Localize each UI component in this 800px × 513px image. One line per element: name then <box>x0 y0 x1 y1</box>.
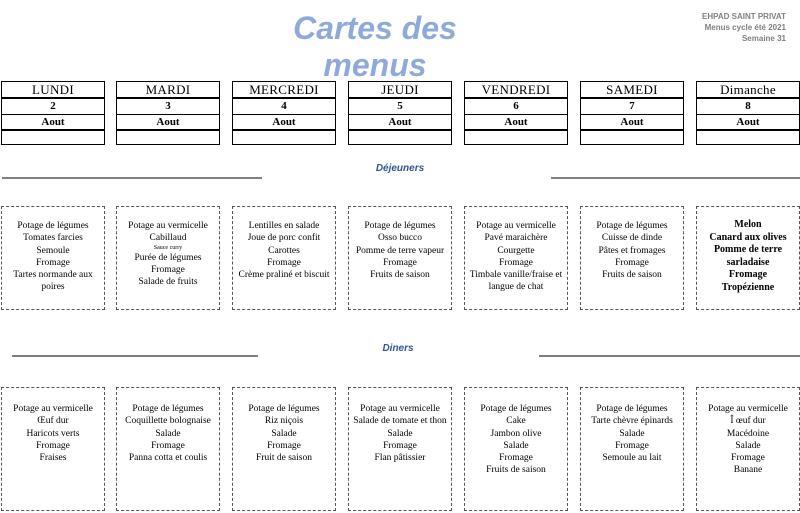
day-date: 8 <box>697 99 799 115</box>
menu-item: Courgette <box>497 245 535 256</box>
org-name: EHPAD SAINT PRIVAT <box>701 12 786 21</box>
lunch-menu-friday <box>464 206 568 310</box>
dinner-section-label: Diners <box>382 343 414 354</box>
menu-item: Salade <box>735 440 761 451</box>
dinner-menu-tuesday <box>116 387 220 511</box>
menu-item: Salade de tomate et thon <box>353 416 447 427</box>
menu-item: Fromage <box>267 440 301 451</box>
day-date: 7 <box>581 99 683 115</box>
menu-item: Macédoine <box>726 428 770 439</box>
day-name: VENDREDI <box>465 82 567 99</box>
divider-line <box>551 177 800 179</box>
day-name: MERCREDI <box>233 82 335 99</box>
menu-item: Œuf dur <box>37 416 69 427</box>
menu-item: Pâtes et fromages <box>598 245 666 256</box>
lunch-menu-wednesday <box>232 206 336 310</box>
menu-item: Fruits de saison <box>602 270 662 281</box>
day-month: Aout <box>581 115 683 131</box>
day-blank-cell <box>233 131 335 145</box>
divider-line <box>12 355 258 357</box>
day-name: MARDI <box>117 82 219 99</box>
dinner-menu-wednesday <box>232 387 336 511</box>
menu-item: Fromage <box>383 440 417 451</box>
menu-item: Tropézienne <box>721 281 775 293</box>
menu-item: Pavé maraichère <box>484 233 548 244</box>
menu-item: Semoule au lait <box>602 453 662 464</box>
menu-item: Riz niçois <box>264 416 304 427</box>
menu-item: Panna cotta et coulis <box>128 453 208 464</box>
menu-item: Fromage <box>728 269 768 280</box>
day-date: 6 <box>465 99 567 115</box>
menu-item: Canard aux olives <box>709 231 787 243</box>
menu-item: Salade <box>503 440 529 451</box>
menu-item: Potage au vermicelle <box>360 404 440 414</box>
day-month: Aout <box>117 115 219 131</box>
dinner-menu-friday <box>464 387 568 511</box>
day-name: SAMEDI <box>581 82 683 99</box>
menu-item: Pomme de terre vapeur <box>355 245 445 256</box>
day-date: 5 <box>349 99 451 115</box>
menu-item: Banane <box>733 465 763 476</box>
dinner-menu-monday <box>1 387 105 511</box>
day-name: Dimanche <box>697 82 799 99</box>
day-header-sunday <box>696 81 800 145</box>
lunch-menu-saturday <box>580 206 684 310</box>
menu-item: Flan pâtissier <box>374 453 426 464</box>
day-header-tuesday <box>116 81 220 145</box>
menu-item: Semoule <box>36 245 70 256</box>
menu-item-sauce: Sauce curry <box>153 244 183 251</box>
menu-item: Potage de légumes <box>364 221 436 231</box>
dinner-menu-thursday <box>348 387 452 511</box>
menu-cycle: Menus cycle été 2021 <box>704 23 786 32</box>
day-date: 2 <box>2 99 104 115</box>
menu-item: Tarte chèvre épinards <box>591 416 673 427</box>
day-month: Aout <box>465 115 567 131</box>
menu-item: Jambon olive <box>490 428 542 439</box>
menu-item: Carottes <box>268 245 300 256</box>
lunch-menu-monday <box>1 206 105 310</box>
menu-item: Fromage <box>267 257 301 268</box>
menu-item: Salade <box>271 428 297 439</box>
menu-item: Fromage <box>151 264 185 275</box>
day-header-monday <box>1 81 105 145</box>
menu-item: Fromage <box>731 453 765 464</box>
day-blank-cell <box>2 131 104 145</box>
day-header-wednesday <box>232 81 336 145</box>
lunch-menu-sunday <box>696 206 800 310</box>
menu-item: Joue de porc confit <box>247 233 321 244</box>
menu-item: Potage de légumes <box>248 404 320 414</box>
menu-item: Fraises <box>39 453 67 464</box>
divider-line <box>539 355 800 357</box>
day-blank-cell <box>117 131 219 145</box>
menu-item: Crème praliné et biscuit <box>238 270 330 281</box>
menu-item: Tartes normande aux poires <box>13 270 93 293</box>
menu-item: Tomates farcies <box>23 233 83 244</box>
page-title: Cartes des menus <box>293 10 457 83</box>
day-name: JEUDI <box>349 82 451 99</box>
day-month: Aout <box>2 115 104 131</box>
menu-item: Osso bucco <box>377 233 423 244</box>
menu-item: Fruits de saison <box>486 465 546 476</box>
menu-item: Fromage <box>499 453 533 464</box>
menu-item: Fromage <box>615 257 649 268</box>
menu-item: Salade <box>387 428 413 439</box>
menu-item: Fromage <box>36 440 70 451</box>
menu-item: Potage de légumes <box>132 404 204 414</box>
menu-item: Salade <box>619 428 645 439</box>
day-date: 4 <box>233 99 335 115</box>
day-month: Aout <box>349 115 451 131</box>
day-month: Aout <box>697 115 799 131</box>
day-blank-cell <box>465 131 567 145</box>
lunch-menu-tuesday <box>116 206 220 310</box>
menu-item: Salade <box>155 428 181 439</box>
menu-item: Fromage <box>383 257 417 268</box>
day-date: 3 <box>117 99 219 115</box>
dinner-menu-saturday <box>580 387 684 511</box>
menu-item: Pomme de terre sarladaise <box>713 244 783 268</box>
menu-item: Potage au vermicelle <box>13 404 93 414</box>
menu-item: Haricots verts <box>26 428 80 439</box>
menu-item: Potage au vermicelle <box>708 404 788 414</box>
menu-item: Cake <box>506 416 526 427</box>
menu-item: Purée de légumes <box>134 252 202 263</box>
divider-line <box>2 177 262 179</box>
day-blank-cell <box>349 131 451 145</box>
lunch-section-label: Déjeuners <box>375 163 425 174</box>
menu-item: Î œuf dur <box>730 416 766 427</box>
menu-item: Cuisse de dinde <box>601 233 663 244</box>
lunch-menu-thursday <box>348 206 452 310</box>
day-name: LUNDI <box>2 82 104 99</box>
day-header-thursday <box>348 81 452 145</box>
menu-item: Potage de légumes <box>596 221 668 231</box>
menu-item: Potage de légumes <box>480 404 552 414</box>
menu-item: Fromage <box>36 257 70 268</box>
menu-item: Potage au vermicelle <box>476 221 556 231</box>
menu-item: Coquillette bolognaise <box>125 416 211 427</box>
menu-item: Fruit de saison <box>256 453 312 464</box>
menu-item: Potage de légumes <box>596 404 668 414</box>
day-blank-cell <box>581 131 683 145</box>
day-blank-cell <box>697 131 799 145</box>
menu-item: Timbale vanille/fraise et langue de chat <box>469 270 563 293</box>
day-header-friday <box>464 81 568 145</box>
dinner-menu-sunday <box>696 387 800 511</box>
menu-item: Potage au vermicelle <box>128 221 208 231</box>
menu-item: Fromage <box>499 257 533 268</box>
menu-item: Fruits de saison <box>370 270 430 281</box>
menu-item: Potage de légumes <box>17 221 89 231</box>
menu-item: Lentilles en salade <box>248 221 320 231</box>
menu-item: Melon <box>734 219 762 230</box>
day-month: Aout <box>233 115 335 131</box>
menu-item: Salade de fruits <box>138 277 198 288</box>
menu-item: Cabillaud <box>149 233 187 244</box>
week-number: Semaine 31 <box>741 34 786 43</box>
org-info <box>702 11 786 44</box>
day-header-saturday <box>580 81 684 145</box>
menu-item: Fromage <box>615 440 649 451</box>
menu-item: Fromage <box>151 440 185 451</box>
